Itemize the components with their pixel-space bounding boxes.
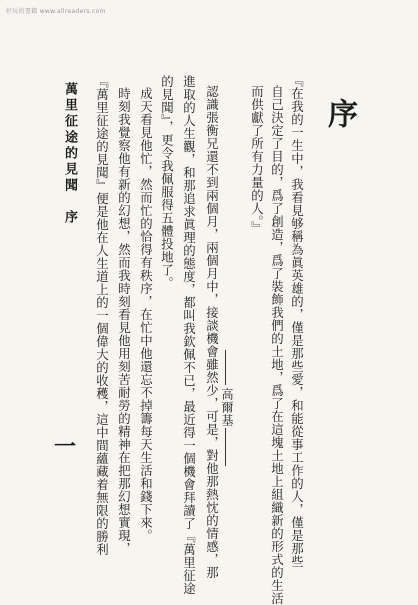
body-col-5: 時刻我覺察他有新的幻想，然而我時刻看見他用刻苦耐勞的精神在把那幻想實現， (116, 87, 132, 555)
quote-line-1: 『在我的一生中，我看見够稱為眞英雄的，僅是那些愛，和能從事工作的人，僅是那些 (289, 74, 305, 568)
quote-line-3: 而供獻了所有力量的人。』 (249, 85, 265, 235)
body-col-1: 認識張衡兄還不到兩個月，兩個月中，接談機會雖然少，可是，對他那熱忱的情感，那 (204, 85, 220, 579)
watermark: 好玩的書籍 www.allreaders.com (6, 8, 106, 15)
preface-title: 序 (322, 98, 357, 128)
body-col-3: 的見聞』，更令我佩服得五體投地了。 (159, 75, 175, 290)
running-header: 萬里征途的見聞 序 (62, 82, 77, 226)
page-number: 一 (54, 434, 77, 460)
body-col-4: 成天看見他忙，然而忙的恰得有秩序，在忙中他還忘不掉籌每天生活和錢下來。 (138, 87, 154, 542)
quote-line-2: 自己決定了目的，爲了創造，爲了裝飾我們的土地，爲了在這塊土地上組織新的形式的生活 (269, 85, 285, 605)
body-col-2: 進取的人生觀，和那追求眞理的態度，都叫我欽佩不已，最近得一個機會拜讀了『萬里征途 (181, 75, 197, 595)
body-col-6: 『萬里征途的見聞』便是他在人生道上的一個偉大的收穫，這中間蘊藏着無限的勝利 (94, 75, 110, 556)
attribution-dash-1 (225, 350, 226, 385)
quote-attribution: 高爾基 (220, 388, 234, 427)
attribution-dash-2 (225, 428, 226, 466)
